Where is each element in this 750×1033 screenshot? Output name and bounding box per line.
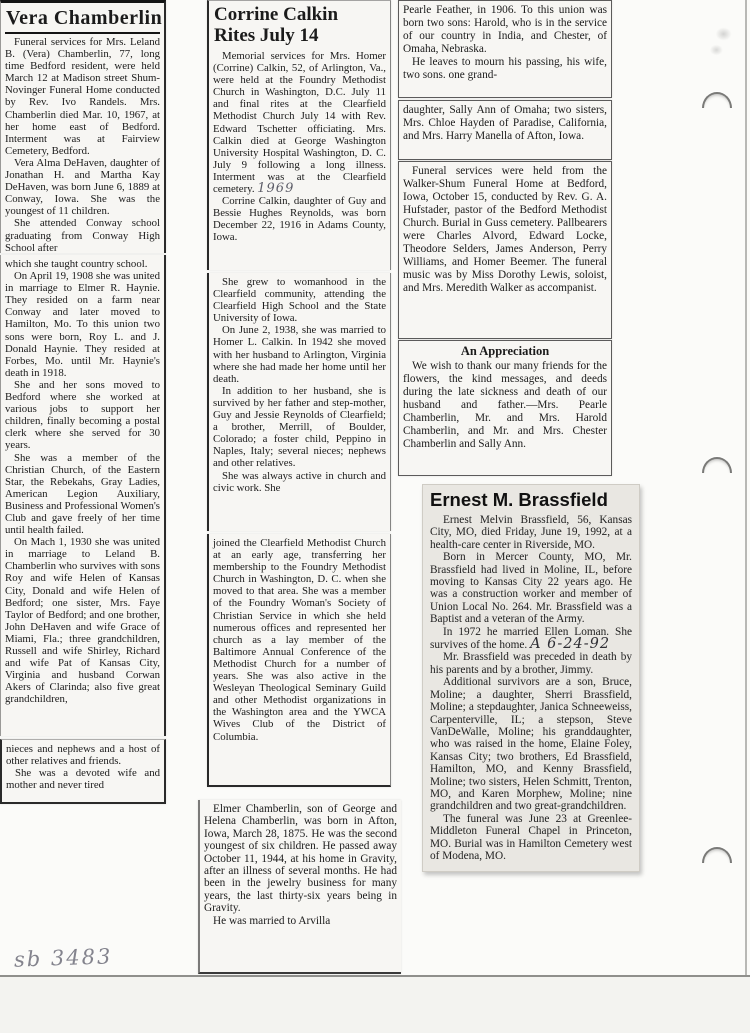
obituary-paragraph: On April 19, 1908 she was united in marriage to Elmer R. Haynie. They resided on a farm near Conway and later moved to Hamilton, Mo. To this union two sons were born, Roy L. and J. Donald Haynie. They resided at Forbes, Mo. until Mr. Haynie's death in 1918.	[5, 270, 160, 379]
obituary-paragraph: Mr. Brassfield was preceded in death by his parents and by a brother, Jimmy.	[430, 651, 632, 676]
obituary-paragraph: Born in Mercer County, MO, Mr. Brassfield had lived in Moline, IL, before moving to Kansas City 22 years ago. He was a construction worker and member of Union Local No. 264. Mr. Brassfield was a Baptist and a veteran of the Army.	[430, 551, 632, 626]
obituary-paragraph	[213, 50, 386, 195]
clipping-chamberlin-continuation-2	[398, 100, 612, 160]
handwritten-catalog-number: sb 3483	[13, 944, 113, 972]
obituary-paragraph: daughter, Sally Ann of Omaha; two sisters, Mrs. Chloe Hayden of Paradise, California, and Mrs. Harry Manella of Afton, Iowa.	[403, 104, 607, 142]
clipping-ernest-brassfield	[422, 484, 640, 872]
obituary-paragraph: Elmer Chamberlin, son of George and Helena Chamberlin, was born in Afton, Iowa, March 28, 1875. He was the second youngest of six children. He passed away October 11, 1944, at his home in Gravity, after an illness of several months. He had been in the jewelry business for many years, the last thirty-six years being in Gravity.	[204, 803, 397, 915]
clipping-vera-chamberlin-bottom	[0, 739, 166, 804]
obituary-paragraph: The funeral was June 23 at Greenlee-Middleton Funeral Chapel in Princeton, MO. Burial was in Hamilton Cemetery west of Modena, MO.	[430, 812, 632, 862]
obituary-paragraph: Additional survivors are a son, Bruce, Moline; a daughter, Sherri Brassfield, Moline; a stepdaughter, Janica Schneeweiss, Carpenterville, IL; a stepson, Steve VanDeWalle, Moline; his granddaughter, who was raised in the home, Elaine Foley, Kansas City; two brothers, Ed Brassfield, Hamilton, MO, and Kenny Brassfield, Moline; two sisters, Helen Schmitt, Trenton, MO, and Karen Morphew, Moline; nine grandchildren and two great-grandchildren.	[430, 676, 632, 813]
hole-punch-mark-2	[702, 457, 732, 473]
obituary-paragraph: She and her sons moved to Bedford where she worked at various jobs to support her children, finally becoming a postal clerk where she served for 30 years.	[5, 378, 160, 452]
obituary-paragraph: She was a devoted wife and mother and never tired	[6, 767, 160, 792]
appreciation-paragraph: We wish to thank our many friends for the flowers, the kind messages, and deeds during the late sickness and death of our husband and father.—Mrs. Pearle Chamberlin, Mr. and Mrs. Harold Chamberlin, and Mr. and Mrs. Chester Chamberlin and Sally Ann.	[403, 360, 607, 450]
page-edge-vertical-line	[745, 0, 747, 977]
obituary-paragraph: Vera Alma DeHaven, daughter of Jonathan H. and Martha Kay DeHaven, was born June 6, 1889 at Conway, Iowa. She was the youngest of 11 children.	[5, 156, 160, 218]
appreciation-heading: An Appreciation	[460, 344, 550, 358]
title-line-1: Corrine Calkin	[214, 4, 339, 25]
handwritten-year-note: 1969	[257, 181, 295, 197]
obituary-paragraph: nieces and nephews and a host of other relatives and friends.	[6, 743, 160, 768]
handwritten-date-note: A 6-24-92	[530, 636, 611, 653]
obituary-paragraph	[430, 626, 632, 652]
obituary-title-ernest-brassfield: Ernest M. Brassfield	[430, 489, 608, 510]
clipping-chamberlin-continuation-3	[398, 161, 612, 339]
clipping-vera-chamberlin-top	[0, 0, 166, 253]
obituary-text: In 1972 he married Ellen Loman. She survives of the home.	[430, 625, 632, 652]
page-edge-horizontal-line	[0, 975, 750, 977]
pencil-smudge-mark	[702, 22, 738, 62]
obituary-paragraph: In addition to her husband, she is survived by her father and step-mother, Guy and Jessie Reynolds of Clearfield; a brother, Merrill, of Boulder, Colorado; a foster child, Peppino in Naples, Italy; several nieces; nephews and other relatives.	[213, 384, 386, 470]
obituary-paragraph: She was a member of the Christian Church, of the Eastern Star, the Rebekahs, Gray Ladies, American Legion Auxiliary, Business and Professional Women's Club and gave freely of her time until health failed.	[5, 451, 160, 537]
obituary-paragraph: On June 2, 1938, she was married to Homer L. Calkin. In 1942 she moved with her husband to Arlington, Virginia where she had made her home until her death.	[213, 324, 386, 385]
obituary-paragraph: Funeral services were held from the Walker-Shum Funeral Home at Bedford, Iowa, October 15, conducted by Rev. G. A. Hufstader, pastor of the Bedford Methodist Church. Burial in Guss cemetery. Pallbearers were Charles Alvord, Edward Locke, Theodore Selders, James Anderson, Perry Williams, and Homer Beemer. The funeral music was by Miss Dorothy Lewis, soloist, and Mrs. Meredith Walker as accompanist.	[403, 165, 607, 294]
obituary-paragraph: He leaves to mourn his passing, his wife, two sons. one grand-	[403, 56, 607, 81]
clipping-corrine-calkin-middle	[207, 273, 391, 531]
obituary-paragraph: Ernest Melvin Brassfield, 56, Kansas City, MO, died Friday, June 19, 1992, at a health-care center in Riverside, MO.	[430, 514, 632, 551]
obituary-title-corrine-calkin	[213, 4, 386, 46]
obituary-paragraph: On Mach 1, 1930 she was united in marriage to Leland B. Chamberlin who survives with sons Roy and wife Helen of Kansas City, Donald and wife Helen of Bedford; one sister, Mrs. Faye Taylor of Bedford; and one brother, John DeHaven and wife Grace of Miami, Fla.; three grandchildren, Russell and wife Shirley, Richard and wife Pat of Kansas City, Virginia and husband Corwan Akers of Clarinda; also five great grandchildren,	[5, 536, 160, 706]
hole-punch-mark-3	[702, 847, 732, 863]
clipping-an-appreciation	[398, 340, 612, 476]
obituary-paragraph: He was married to Arvilla	[213, 914, 331, 927]
obituary-text: Memorial services for Mrs. Homer (Corrine) Calkin, 52, of Arlington, Va., were held at the Foundry Methodist Church in Washington, D.C. July 11 and final rites at the Clearfield Methodist Church July 14 with Rev. Edward Tschetter officiating. Mrs. Calkin died at George Washington University Hospital Washington, D. C. July 9 following a long illness. Interment was at the Clearfield cemetery.	[213, 50, 386, 196]
obituary-paragraph: Corrine Calkin, daughter of Guy and Bessie Hughes Reynolds, was born December 22, 1916 in Adams County, Iowa.	[213, 195, 386, 244]
obituary-paragraph: which she taught country school.	[5, 258, 148, 270]
obituary-paragraph: She grew to womanhood in the Clearfield community, attending the Clearfield High School and the State University of Iowa.	[213, 276, 386, 325]
obituary-paragraph: joined the Clearfield Methodist Church at an early age, transferring her membership to the Foundry Methodist Church in Washington, D. C. when she moved to that area. She was a member of the Foundry Woman's Society of Christian Service in which she held numerous offices and represented her church as a lay member of the Baltimore Annual Conference of the Methodist Church for a number of years. She was also active in the Wesleyan Theological Seminary Guild and other Methodist organizations in the Washington area and the YWCA Wives Club of the District of Columbia.	[213, 537, 386, 743]
obituary-title-vera-chamberlin: Vera Chamberlin	[5, 6, 160, 34]
clipping-corrine-calkin-top	[207, 0, 391, 270]
obituary-paragraph: Pearle Feather, in 1906. To this union was born two sons: Harold, who is in the service of our country in India, and Chester, of Omaha, Nebraska.	[403, 4, 607, 55]
obituary-paragraph: Funeral services for Mrs. Leland B. (Vera) Chamberlin, 77, long time Bedford resident, were held March 12 at Madison street Shum-Novinger Funeral Home conducted by Rev. Ivo Randels. Mrs. Chamberlin died Mar. 10, 1967, at her home east of Bedford. Interment was at Fairview Cemetery, Bedford.	[5, 36, 160, 157]
clipping-vera-chamberlin-middle	[0, 255, 166, 736]
obituary-paragraph: She attended Conway school graduating from Conway High School after	[5, 217, 160, 253]
hole-punch-mark-1	[702, 92, 732, 108]
clipping-elmer-chamberlin	[198, 800, 401, 974]
clipping-chamberlin-continuation-1	[398, 0, 612, 98]
obituary-paragraph: She was always active in church and civic work. She	[213, 469, 386, 494]
clipping-corrine-calkin-bottom	[207, 534, 391, 787]
title-line-2: Rites July 14	[214, 25, 319, 46]
